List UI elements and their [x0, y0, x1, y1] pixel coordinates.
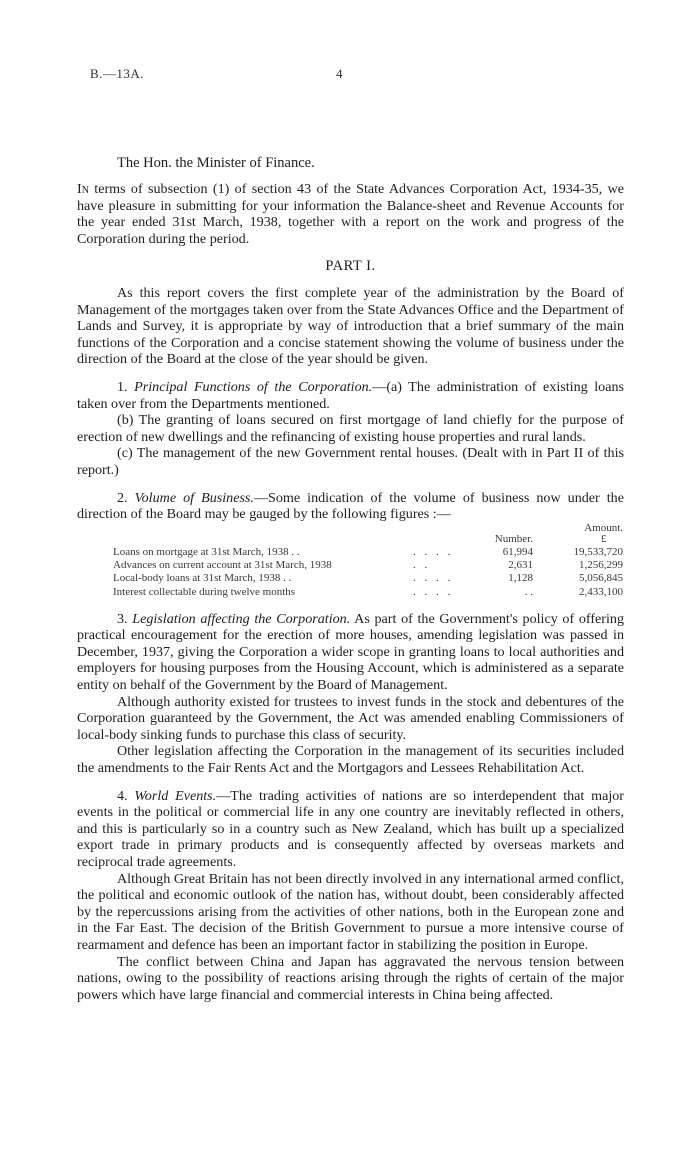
section1-item-a-text: The administration of existing loans taken over from the Departments mentioned.	[77, 378, 625, 412]
section3-text: As part of the Government's policy of offering practical encouragement for the erection of more houses, amending legislation was passed in December, 1937, giving the Corporation a wider scope in granting loans to local authorities and employers for housing purposes from the Housing Account, which is administered as a separate entity on behalf of the Government by the Board of Management.	[77, 610, 624, 694]
section4-paragraph-2: Although Great Britain has not been directly involved in any international armed conflict, the political and economic outlook of the nation has, without doubt, been considerably affected by the repercussions arising from the activities of other nations, both in the European zone and in the Far East. The decision of the British Government to pursue a more intensive course of rearmament and defence has been an important factor in stabilizing the position in Europe.	[77, 870, 624, 953]
section4-number: 4.	[117, 787, 135, 804]
intro-text: terms of subsection (1) of section 43 of the State Advances Corporation Act, 1934-35, we have pleasure in submitting for your information the Balance-sheet and Revenue Accounts for the year ended 31st March, 1938, together with a report on the work and progress of the Corporation during the period.	[77, 181, 624, 247]
column-header-amount-label: Amount.	[584, 521, 623, 534]
table-row	[113, 559, 623, 572]
row-number: . .	[524, 585, 533, 598]
intro-lead: In	[77, 181, 89, 197]
section3-paragraph-2: Although authority existed for trustees to invest funds in the stock and debentures of the Corporation guaranteed by the Government, the Act was amended enabling Commissioners of local-body sinking funds to purchase this class of security.	[77, 693, 624, 743]
section2-heading: Volume of Business.	[134, 489, 254, 506]
row-amount: 19,533,720	[573, 545, 623, 558]
section4-heading: World Events.	[134, 787, 217, 804]
volume-of-business-table	[113, 523, 623, 599]
row-label: Advances on current account at 31st March, 1938	[113, 559, 332, 572]
part-intro-paragraph: As this report covers the first complete year of the administration by the Board of Management of the mortgages taken over from the State Advances Office and the Department of Lands and Survey, it is appropriate by way of introduction that a brief summary of the main functions of the Corporation and a concise statement showing the volume of business under the direction of the Board at the close of the year should be given.	[77, 284, 624, 368]
section4-paragraph	[77, 788, 624, 871]
row-leader-dots: . . . .	[413, 585, 454, 598]
row-leader-dots: . .	[413, 559, 431, 572]
report-body	[77, 181, 624, 1003]
salutation: The Hon. the Minister of Finance.	[117, 155, 315, 171]
section1-item-b	[77, 412, 624, 445]
section1-item-c-label: (c)	[117, 445, 133, 462]
row-amount: 1,256,299	[579, 559, 623, 572]
table-row	[113, 546, 623, 559]
row-label: Loans on mortgage at 31st March, 1938 . .	[113, 545, 300, 558]
column-header-amount	[533, 523, 623, 546]
row-leader-dots: . . . .	[413, 572, 454, 585]
section1-item-c-text: The management of the new Government rental houses. (Dealt with in Part II of this report.)	[77, 445, 624, 478]
section1-number: 1.	[117, 378, 135, 395]
table-row	[113, 586, 623, 599]
section1-item-a-label: (a)	[386, 378, 402, 395]
section1-dash: —	[372, 378, 387, 395]
section3-heading: Legislation affecting the Corporation.	[132, 610, 351, 627]
row-label: Local-body loans at 31st March, 1938 . .	[113, 572, 292, 585]
part-title: PART I.	[325, 258, 376, 275]
row-amount: 2,433,100	[579, 585, 623, 598]
table-header-row	[113, 523, 623, 546]
row-number: 2,631	[508, 559, 533, 572]
table-row	[113, 572, 623, 585]
section1-item-b-label: (b)	[117, 412, 134, 429]
column-header-amount-unit: £	[600, 532, 607, 545]
intro-paragraph	[77, 181, 624, 247]
section1-item-b-text: The granting of loans secured on first mortgage of land chiefly for the purpose of erection of new dwellings and the refinancing of existing house properties and rural lands.	[77, 412, 624, 445]
row-leader-dots: . . . .	[413, 545, 454, 558]
document-code: B.—13A.	[90, 66, 145, 81]
row-number: 61,994	[502, 545, 533, 558]
section4-text: —The trading activities of nations are so interdependent that major events in the political or commercial life in any one country are inevitably reflected in others, and this is particularly so in a country such as New Zealand, which has built up a specialized export trade in primary products and is consequently affected by overseas markets and reciprocal trade agreements.	[77, 787, 625, 871]
row-label: Interest collectable during twelve months	[113, 585, 296, 598]
section2-paragraph	[77, 490, 624, 523]
section2-text: —Some indication of the volume of business now under the direction of the Board may be gauged by the following figures :—	[77, 489, 624, 523]
row-number: 1,128	[508, 572, 533, 585]
row-amount: 5,056,845	[579, 572, 623, 585]
section1-item-c	[77, 445, 624, 478]
section3-paragraph-3: Other legislation affecting the Corporation in the management of its securities included the amendments to the Fair Rents Act and the Mortgagors and Lessees Rehabilitation Act.	[77, 743, 624, 777]
page-number: 4	[336, 66, 343, 81]
section3-number: 3.	[117, 610, 133, 627]
section3-paragraph	[77, 611, 624, 694]
column-header-number: Number.	[494, 532, 533, 545]
section1-heading: Principal Functions of the Corporation.	[134, 378, 373, 395]
section1-heading-paragraph	[77, 379, 624, 412]
section4-paragraph-3: The conflict between China and Japan has aggravated the nervous tension between nations, owing to the possibility of reactions arising through the rights of certain of the major powers which have large financial and commercial interests in China being affected.	[77, 953, 624, 1003]
section2-number: 2.	[117, 489, 135, 506]
